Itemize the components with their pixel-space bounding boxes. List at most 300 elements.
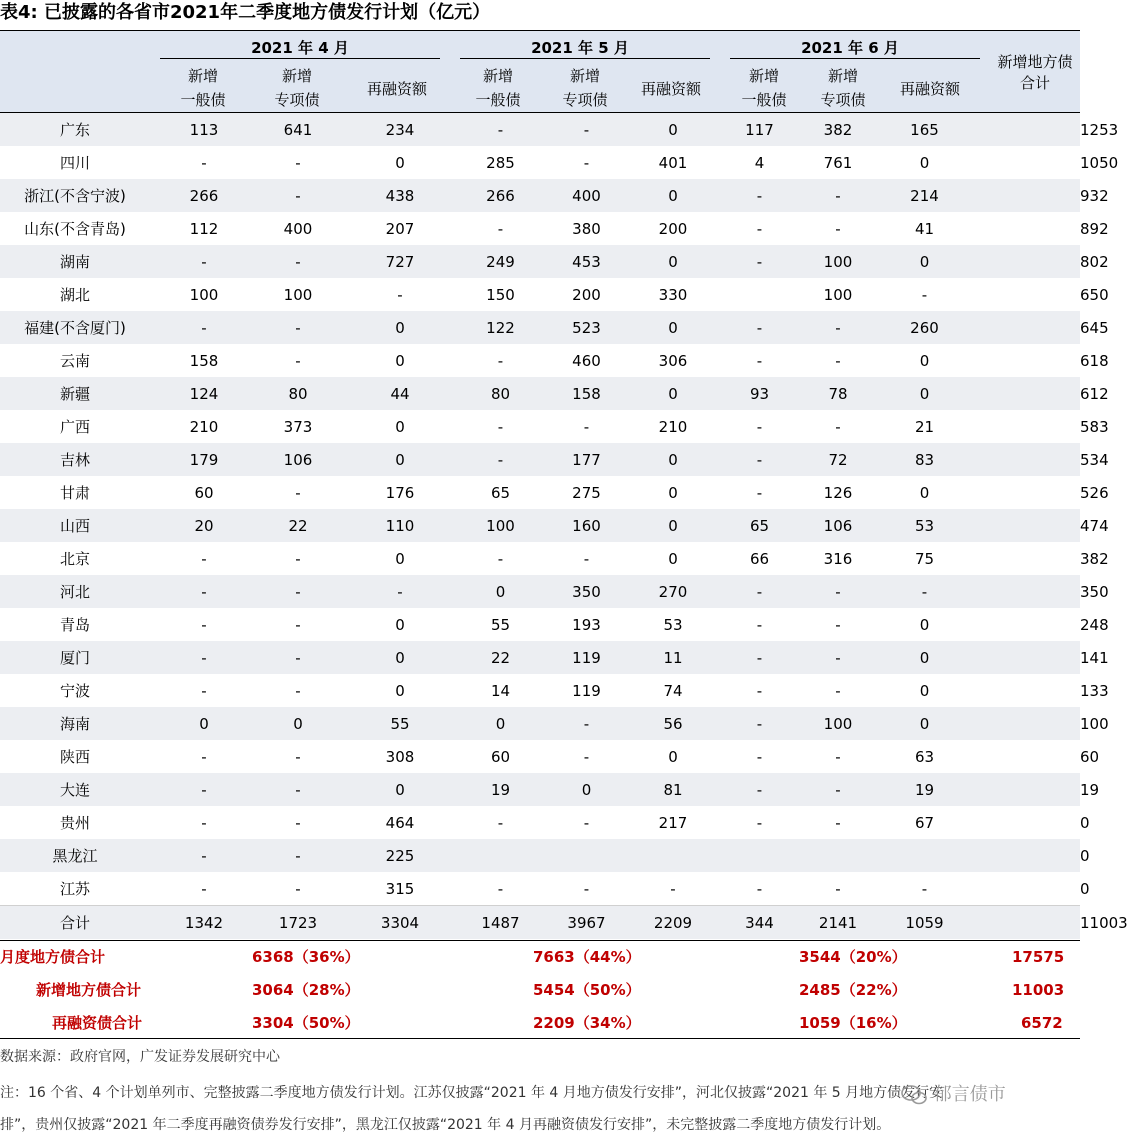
table-cell: 60 [150,476,258,509]
table-cell: - [150,245,258,278]
table-cell: 0 [869,377,980,410]
table-cell: 2209 [634,906,712,940]
table-row: 山东(不含青岛) 112 400 207 - 380 200 - - 41 892 [0,212,1080,245]
table-cell: 55 [338,707,462,740]
table-cell: 0 [338,542,462,575]
table-cell: 0 [869,641,980,674]
table-cell: 0 [338,773,462,806]
spacer-cell [980,707,1080,740]
table-cell: 1059 [869,906,980,940]
col-jun-new-general: 新增 [748,67,779,85]
table-cell: - [150,608,258,641]
col-apr-new-general: 新增 [187,67,218,85]
table-cell: 0 [869,245,980,278]
table-cell: 400 [258,212,338,245]
spacer-cell [980,179,1080,212]
table-row: 福建(不含厦门) - - 0 122 523 0 - - 260 645 [0,311,1080,344]
table-cell: 214 [869,179,980,212]
col-jun-refinance: 再融资额 [899,80,960,98]
table-cell: 260 [869,311,980,344]
table-cell: - [712,740,807,773]
table-cell: - [807,608,869,641]
row-label: 广西 [0,410,150,443]
table-cell: 80 [258,377,338,410]
table-row: 云南 158 - 0 - 460 306 - - 0 618 [0,344,1080,377]
row-label: 北京 [0,542,150,575]
table-cell: 641 [258,113,338,146]
table-cell: - [150,641,258,674]
row-label: 浙江(不含宁波) [0,179,150,212]
table-cell: - [712,674,807,707]
table-cell: - [258,542,338,575]
table-cell: - [258,344,338,377]
table-row: 河北 - - - 0 350 270 - - - 350 [0,575,1080,608]
table-cell: 217 [634,806,712,839]
table-cell: - [258,773,338,806]
table-cell: - [258,179,338,212]
row-label: 陕西 [0,740,150,773]
table-cell: 100 [462,509,539,542]
table-row: 黑龙江 - - 225 0 [0,839,1080,872]
table-cell: - [258,608,338,641]
table-cell: 72 [807,443,869,476]
table-cell: - [539,806,634,839]
table-cell: 306 [634,344,712,377]
table-title: 表4: 已披露的各省市2021年二季度地方债发行计划（亿元） [0,2,491,23]
spacer-cell [980,245,1080,278]
table-cell: 193 [539,608,634,641]
table-cell: 0 [869,146,980,179]
table-cell: 165 [869,113,980,146]
spacer-cell [980,113,1080,146]
watermark [900,1080,1006,1106]
table-cell: 0 [869,674,980,707]
table-cell: 350 [539,575,634,608]
table-cell: 330 [634,278,712,311]
table-cell: 2141 [807,906,869,940]
table-cell: - [869,575,980,608]
row-label: 广东 [0,113,150,146]
row-label: 四川 [0,146,150,179]
spacer-cell [980,311,1080,344]
table-cell: - [150,311,258,344]
table-cell: 200 [634,212,712,245]
table-row: 四川 - - 0 285 - 401 4 761 0 1050 [0,146,1080,179]
table-cell: 110 [338,509,462,542]
table-cell: - [712,212,807,245]
table-cell: 179 [150,443,258,476]
table-cell: - [807,410,869,443]
spacer-cell [980,608,1080,641]
spacer-cell [980,278,1080,311]
table-cell: - [712,773,807,806]
table-cell: 56 [634,707,712,740]
table-cell: 53 [869,509,980,542]
table-cell: 210 [634,410,712,443]
row-label: 大连 [0,773,150,806]
table-cell: - [258,839,338,872]
table-cell: 4 [712,146,807,179]
table-cell: 0 [462,575,539,608]
table-cell: 266 [150,179,258,212]
table-cell: 122 [462,311,539,344]
table-cell: 373 [258,410,338,443]
spacer-cell [980,872,1080,906]
col-may-new-general: 新增 [482,67,513,85]
table-cell: 210 [150,410,258,443]
table-cell: - [462,542,539,575]
table-cell: 100 [807,278,869,311]
row-label: 厦门 [0,641,150,674]
table-row: 吉林 179 106 0 - 177 0 - 72 83 534 [0,443,1080,476]
table-cell [807,839,869,872]
col-jun-new-special: 新增 [827,67,858,85]
table-cell: 200 [539,278,634,311]
table-cell: - [712,707,807,740]
table-cell: - [150,839,258,872]
table-cell: 0 [634,476,712,509]
table-cell: 270 [634,575,712,608]
row-label: 湖南 [0,245,150,278]
table-cell: 124 [150,377,258,410]
row-label: 贵州 [0,806,150,839]
data-table [0,113,1128,939]
row-label: 山西 [0,509,150,542]
table-cell: 83 [869,443,980,476]
table-cell: 285 [462,146,539,179]
table-cell: 523 [539,311,634,344]
row-label: 宁波 [0,674,150,707]
table-cell: 0 [634,443,712,476]
table-cell: 21 [869,410,980,443]
table-cell: - [539,542,634,575]
table-cell: 41 [869,212,980,245]
table-cell: 0 [338,674,462,707]
table-cell: - [712,641,807,674]
table-cell: - [150,872,258,906]
table-cell: - [807,311,869,344]
col-may-new-special: 新增 [569,67,600,85]
spacer-cell [980,476,1080,509]
table-cell: - [462,212,539,245]
table-cell: 0 [634,179,712,212]
spacer-cell [980,740,1080,773]
table-cell: 0 [634,542,712,575]
table-cell: - [539,872,634,906]
table-cell [869,839,980,872]
table-cell: 11 [634,641,712,674]
summary-row: 新增地方债合计 3064（28%） 5454（50%） 2485（22%） 11003 [36,981,1065,999]
table-cell: 0 [338,344,462,377]
table-cell: 438 [338,179,462,212]
table-cell: - [539,410,634,443]
table-cell: - [258,641,338,674]
summary-row: 月度地方债合计 6368（36%） 7663（44%） 3544（20%） 17575 [0,948,1065,966]
table-cell: - [712,608,807,641]
table-cell: 249 [462,245,539,278]
table-cell: 1342 [150,906,258,940]
table-cell: 0 [634,509,712,542]
table-cell: - [150,674,258,707]
table-cell: 761 [807,146,869,179]
table-row: 厦门 - - 0 22 119 11 - - 0 141 [0,641,1080,674]
table-cell: - [712,575,807,608]
spacer-cell [980,410,1080,443]
table-cell: 275 [539,476,634,509]
table-cell: - [338,278,462,311]
spacer-cell [980,509,1080,542]
table-cell: - [807,344,869,377]
table-cell: 93 [712,377,807,410]
table-cell: 308 [338,740,462,773]
table-cell: 0 [258,707,338,740]
table-cell: 0 [869,707,980,740]
table-cell: - [150,575,258,608]
row-label: 山东(不含青岛) [0,212,150,245]
table-cell [462,839,539,872]
table-cell: - [462,443,539,476]
wechat-icon [900,1084,928,1106]
month-header-may: 2021 年 5 月 [531,39,629,57]
row-label: 福建(不含厦门) [0,311,150,344]
table-cell: 177 [539,443,634,476]
table-row: 广东 113 641 234 - - 0 117 382 165 1253 [0,113,1080,146]
table-cell: 0 [338,146,462,179]
table-cell: - [869,872,980,906]
table-cell: 106 [807,509,869,542]
table-cell: 400 [539,179,634,212]
table-cell: - [258,740,338,773]
table-cell: - [807,740,869,773]
table-cell: 22 [462,641,539,674]
table-cell: 315 [338,872,462,906]
table-cell: - [807,575,869,608]
table-cell: 19 [869,773,980,806]
table-cell: 266 [462,179,539,212]
spacer-cell [980,575,1080,608]
table-cell: 727 [338,245,462,278]
table-row: 山西 20 22 110 100 160 0 65 106 53 474 [0,509,1080,542]
table-cell: 113 [150,113,258,146]
table-row: 海南 0 0 55 0 - 56 - 100 0 100 [0,707,1080,740]
table-cell: 75 [869,542,980,575]
table-cell: - [462,344,539,377]
table-cell: - [712,245,807,278]
table-cell: 382 [807,113,869,146]
table-cell: 0 [338,443,462,476]
header-underline [460,58,710,59]
table-row: 贵州 - - 464 - - 217 - - 67 0 [0,806,1080,839]
spacer-cell [980,641,1080,674]
table-cell: 112 [150,212,258,245]
table-cell: 0 [869,608,980,641]
table-cell: 1487 [462,906,539,940]
table-cell: - [258,806,338,839]
table-cell: 234 [338,113,462,146]
spacer-cell [980,839,1080,872]
table-cell: 0 [634,311,712,344]
table-row: 宁波 - - 0 14 119 74 - - 0 133 [0,674,1080,707]
table-cell: 344 [712,906,807,940]
table-cell: 53 [634,608,712,641]
spacer-cell [980,806,1080,839]
month-header-april: 2021 年 4 月 [251,39,349,57]
table-cell: 66 [712,542,807,575]
table-row: 广西 210 373 0 - - 210 - - 21 583 [0,410,1080,443]
total-row: 合计 1342 1723 3304 1487 3967 2209 344 2141 1059 11003 [0,906,1080,940]
table-cell: - [869,278,980,311]
table-cell: 78 [807,377,869,410]
table-cell: - [807,212,869,245]
row-label: 吉林 [0,443,150,476]
table-cell: - [807,641,869,674]
spacer-cell [980,212,1080,245]
table-cell: - [712,806,807,839]
table-row: 陕西 - - 308 60 - 0 - - 63 60 [0,740,1080,773]
table-cell: 126 [807,476,869,509]
table-cell: 380 [539,212,634,245]
table-cell: 207 [338,212,462,245]
row-label: 甘肃 [0,476,150,509]
table-cell: 63 [869,740,980,773]
table-cell: 74 [634,674,712,707]
table-cell: 0 [869,476,980,509]
table-cell: 100 [258,278,338,311]
table-body [0,113,1128,939]
row-label: 云南 [0,344,150,377]
header-underline [160,58,440,59]
table-cell: 176 [338,476,462,509]
table-cell: - [712,344,807,377]
col-apr-refinance: 再融资额 [366,80,427,98]
spacer-cell [980,542,1080,575]
table-header: 2021 年 4 月 2021 年 5 月 2021 年 6 月 新增 一般债 新增 专项债 再融资额 新增 一般债 新增 专项债 再融资额 新增 一般债 新增 专项债 再融资额 新增地方债 合计 [0,30,1080,113]
table-cell: 158 [150,344,258,377]
source-note: 数据来源：政府官网，广发证券发展研究中心 [0,1049,280,1065]
table-cell: 3967 [539,906,634,940]
table-cell: 460 [539,344,634,377]
table-row: 甘肃 60 - 176 65 275 0 - 126 0 526 [0,476,1080,509]
watermark-text: 郁言债市 [933,1084,1006,1105]
spacer-cell [980,377,1080,410]
table-cell: 0 [634,740,712,773]
table-cell: 80 [462,377,539,410]
spacer-cell [980,674,1080,707]
table-cell: - [807,179,869,212]
table-cell: - [539,146,634,179]
table-cell: - [712,443,807,476]
table-cell: 65 [712,509,807,542]
table-cell: - [462,410,539,443]
footnote-line-2: 排”，贵州仅披露“2021 年二季度再融资债券发行安排”，黑龙江仅披露“2021 年 4 月再融资债发行安排”，未完整披露二季度地方债发行计划。 [0,1117,891,1133]
table-cell: - [712,311,807,344]
table-cell: - [150,542,258,575]
table-cell: 100 [807,707,869,740]
table-cell: 65 [462,476,539,509]
table-cell: - [634,872,712,906]
table-row: 江苏 - - 315 - - - - - - 0 [0,872,1080,906]
table-cell: - [807,806,869,839]
table-cell: 22 [258,509,338,542]
table-cell: - [150,146,258,179]
table-cell: 316 [807,542,869,575]
row-label: 湖北 [0,278,150,311]
table-cell: 20 [150,509,258,542]
table-cell: 119 [539,674,634,707]
table-cell: - [807,773,869,806]
spacer-cell [980,773,1080,806]
table-row: 大连 - - 0 19 0 81 - - 19 19 [0,773,1080,806]
row-label: 海南 [0,707,150,740]
table-cell: 81 [634,773,712,806]
table-row: 湖北 100 100 - 150 200 330 100 - 650 [0,278,1080,311]
table-row: 北京 - - 0 - - 0 66 316 75 382 [0,542,1080,575]
table-cell: 0 [539,773,634,806]
spacer-cell [980,146,1080,179]
table-cell: 225 [338,839,462,872]
spacer-cell [980,443,1080,476]
row-label: 新疆 [0,377,150,410]
table-cell [634,839,712,872]
table-cell: 0 [869,344,980,377]
table-cell: 0 [462,707,539,740]
table-cell: - [539,113,634,146]
table-cell: - [462,113,539,146]
table-cell: 100 [807,245,869,278]
table-cell [712,278,807,311]
table-cell: - [150,740,258,773]
table-cell: - [712,872,807,906]
table-cell: - [258,245,338,278]
col-apr-new-special: 新增 [281,67,312,85]
table-cell: - [539,740,634,773]
table-row: 浙江(不含宁波) 266 - 438 266 400 0 - - 214 932 [0,179,1080,212]
table-cell [712,839,807,872]
spacer-cell [980,344,1080,377]
header-underline [730,58,980,59]
table-cell: - [712,179,807,212]
table-cell [539,839,634,872]
footnote-line-1: 注：16 个省、4 个计划单列市、完整披露二季度地方债发行计划。江苏仅披露“2021 年 4 月地方债发行安排”，河北仅披露“2021 年 5 月地方债发行安 [0,1085,944,1101]
table-cell: 0 [634,245,712,278]
table-cell: 0 [150,707,258,740]
table-cell: - [150,806,258,839]
summary-row: 再融资债合计 3304（50%） 2209（34%） 1059（16%） 6572 [52,1014,1063,1032]
table-cell: 401 [634,146,712,179]
table-cell: 0 [338,608,462,641]
month-header-june: 2021 年 6 月 [801,39,899,57]
table-cell: 106 [258,443,338,476]
table-cell: 44 [338,377,462,410]
table-cell: 0 [338,311,462,344]
table-cell: - [258,146,338,179]
col-total: 新增地方债 [997,53,1073,71]
table-cell: - [258,872,338,906]
table-cell: 0 [634,113,712,146]
table-cell: 60 [462,740,539,773]
table-cell: - [462,806,539,839]
table-cell: 0 [338,641,462,674]
table-cell: 150 [462,278,539,311]
spacer-cell [980,906,1080,940]
table-cell: 55 [462,608,539,641]
table-cell: 119 [539,641,634,674]
table-cell: 453 [539,245,634,278]
row-label: 河北 [0,575,150,608]
table-cell: 464 [338,806,462,839]
table-cell: - [539,707,634,740]
table-cell: 100 [150,278,258,311]
